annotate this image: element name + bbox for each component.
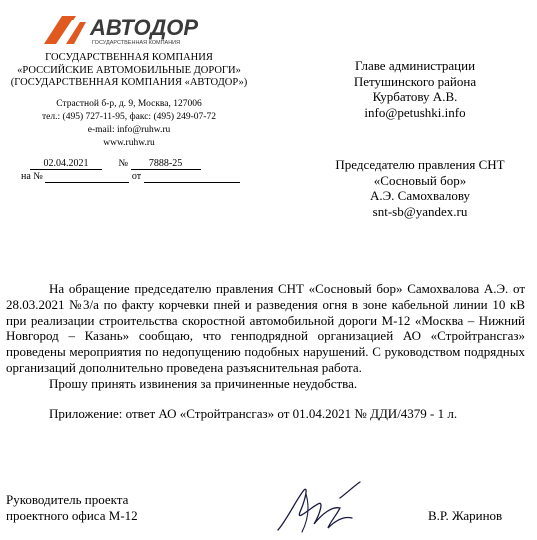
avtodor-logo-graphic — [42, 10, 222, 50]
recipient-line: «Сосновый бор» — [373, 172, 467, 188]
sender-name-line: ГОСУДАРСТВЕННАЯ КОМПАНИЯ — [45, 52, 213, 63]
body-paragraph: Прошу принять извинения за причиненные неудобства. — [49, 375, 358, 391]
handwritten-signature — [270, 478, 380, 535]
letter-body — [6, 281, 525, 421]
ref-number-blank — [45, 170, 129, 183]
signer-title-line: проектного офиса М-12 — [6, 508, 138, 523]
ref-from-label: от — [131, 171, 142, 182]
sender-name-line: «РОССИЙСКИЕ АВТОМОБИЛЬНЫЕ ДОРОГИ» — [17, 64, 241, 76]
letter-date: 02.04.2021 — [30, 157, 102, 170]
sender-name-line: (ГОСУДАРСТВЕННАЯ КОМПАНИЯ «АВТОДОР») — [10, 77, 248, 88]
recipient-line: Курбатову А.В. — [372, 89, 458, 105]
recipient-line: А.Э. Самохвалову — [369, 188, 471, 204]
sender-website: www.ruhw.ru — [103, 137, 155, 148]
sender-name — [0, 52, 258, 90]
signature-icon — [270, 478, 380, 535]
attachment-note: Приложение: ответ АО «Стройтрансгаз» от 01.04.2021 № ДДИ/4379 - 1 л. — [49, 405, 458, 421]
outgoing-reference — [30, 157, 240, 170]
recipient-line: Петушинского района — [353, 73, 477, 89]
sender-phone: тел.: (495) 727-11-95, факс: (495) 249-07-72 — [42, 111, 216, 122]
recipient-block — [300, 157, 537, 219]
signer-title-line: Руководитель проекта — [6, 492, 129, 507]
signer-name: В.Р. Жаринов — [428, 508, 503, 523]
incoming-reference — [21, 170, 240, 183]
recipient-line: Председателю правления СНТ — [335, 157, 505, 172]
body-paragraph: На обращение председателю правления СНТ «Сосновый бор» Самохвалова А.Э. от 28.03.2021 №3/а по факту корчевки пней и разведения огня в зоне кабельной линии 10 кВ при реализации строительства скоростной автомобильной дороги М-12 «Москва – Нижний Новгород – Казань» сообщаю, что генподрядной организацией АО «Стройтрансгаз» проведены мероприятия по недопущению подобных нарушений. С руководством подрядных организаций дополнительно проведена разъяснительная работа. — [6, 281, 525, 375]
recipient-line: Главе администрации — [354, 58, 476, 73]
recipient-email: snt-sb@yandex.ru — [372, 203, 468, 219]
sender-email: e-mail: info@ruhw.ru — [87, 124, 171, 135]
number-label: № — [118, 158, 129, 169]
recipient-email: info@petushki.info — [364, 104, 466, 120]
company-logo — [42, 10, 222, 50]
letter-number: 7888-25 — [131, 157, 201, 170]
logo-subtitle-text: ГОСУДАРСТВЕННАЯ КОМПАНИЯ — [92, 40, 181, 46]
ref-date-blank — [144, 170, 240, 183]
recipient-block — [320, 58, 510, 120]
logo-stripes-icon — [44, 16, 86, 44]
signer-title — [6, 492, 138, 524]
sender-contacts — [0, 98, 258, 150]
sender-block — [0, 52, 258, 150]
sender-address: Страстной б-р, д. 9, Москва, 127006 — [56, 98, 202, 109]
ref-number-label: на № — [21, 171, 43, 182]
logo-brand-text: АВТОДОР — [90, 15, 199, 40]
